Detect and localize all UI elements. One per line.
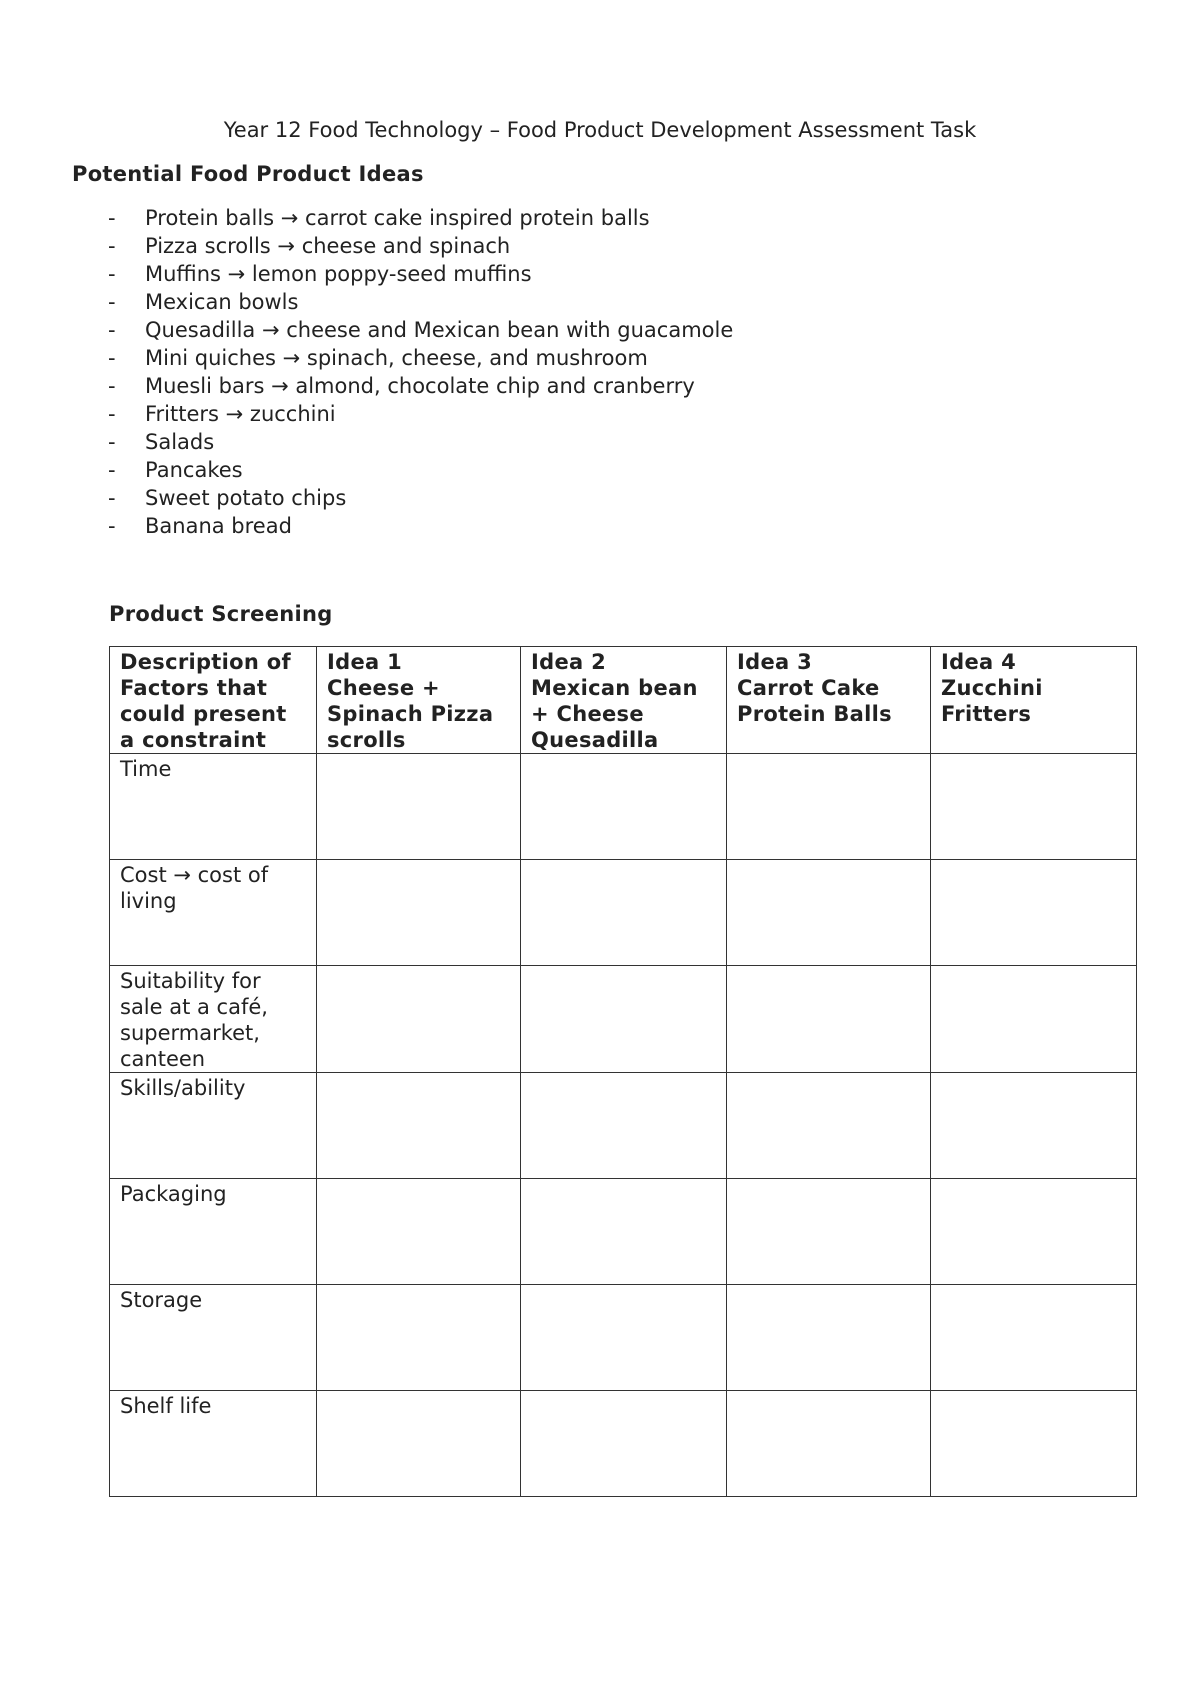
list-item-text: Sweet potato chips: [145, 486, 347, 510]
list-item-text: Mini quiches → spinach, cheese, and mushroom: [145, 346, 648, 370]
header-line: could present: [120, 702, 287, 726]
empty-cell: [727, 1391, 931, 1497]
list-item-text: Salads: [145, 430, 215, 454]
empty-cell: [931, 860, 1137, 966]
list-item-text: Pizza scrolls → cheese and spinach: [145, 234, 511, 258]
row-label-cell: Cost → cost of living: [110, 860, 317, 966]
list-item: [108, 344, 733, 372]
header-line: Idea 1: [327, 650, 402, 674]
empty-cell: [931, 754, 1137, 860]
header-line: Idea 4: [941, 650, 1016, 674]
list-item-text: Protein balls → carrot cake inspired protein balls: [145, 206, 650, 230]
header-cell-idea-1: [317, 647, 521, 754]
empty-cell: [727, 966, 931, 1073]
bullet-dash: -: [108, 206, 116, 230]
empty-cell: [931, 1285, 1137, 1391]
empty-cell: [931, 1073, 1137, 1179]
table-row: [110, 1391, 1137, 1497]
header-line: Cheese +: [327, 676, 440, 700]
empty-cell: [931, 1179, 1137, 1285]
empty-cell: [727, 754, 931, 860]
list-item: [108, 316, 733, 344]
row-label-cell: Skills/ability: [110, 1073, 317, 1179]
header-line: Idea 3: [737, 650, 812, 674]
list-item-text: Pancakes: [145, 458, 243, 482]
empty-cell: [521, 1179, 727, 1285]
list-item-text: Muesli bars → almond, chocolate chip and cranberry: [145, 374, 695, 398]
list-item-text: Fritters → zucchini: [145, 402, 336, 426]
header-line: Fritters: [941, 702, 1032, 726]
header-line: Zucchini: [941, 676, 1043, 700]
row-label-cell: Suitability for sale at a café, supermarket, canteen: [110, 966, 317, 1073]
screening-heading: Product Screening: [109, 602, 333, 626]
empty-cell: [521, 1285, 727, 1391]
empty-cell: [317, 1391, 521, 1497]
bullet-dash: -: [108, 374, 116, 398]
list-item: [108, 288, 733, 316]
empty-cell: [931, 966, 1137, 1073]
header-cell-idea-2: [521, 647, 727, 754]
header-line: + Cheese: [531, 702, 644, 726]
list-item: [108, 456, 733, 484]
empty-cell: [317, 1179, 521, 1285]
header-line: Quesadilla: [531, 728, 659, 752]
header-line: Factors that: [120, 676, 268, 700]
list-item-text: Muffins → lemon poppy-seed muffins: [145, 262, 532, 286]
empty-cell: [317, 1073, 521, 1179]
row-label-cell: Storage: [110, 1285, 317, 1391]
header-line: Mexican bean: [531, 676, 698, 700]
empty-cell: [317, 860, 521, 966]
row-label-cell: Packaging: [110, 1179, 317, 1285]
empty-cell: [521, 754, 727, 860]
header-line: Spinach Pizza: [327, 702, 494, 726]
list-item: [108, 428, 733, 456]
empty-cell: [727, 1073, 931, 1179]
empty-cell: [317, 754, 521, 860]
empty-cell: [727, 1285, 931, 1391]
empty-cell: [317, 966, 521, 1073]
empty-cell: [727, 1179, 931, 1285]
empty-cell: [727, 860, 931, 966]
header-cell-idea-4: [931, 647, 1137, 754]
list-item: [108, 400, 733, 428]
header-line: Carrot Cake: [737, 676, 880, 700]
screening-table: [109, 646, 1137, 1497]
table-row: [110, 1179, 1137, 1285]
bullet-dash: -: [108, 514, 116, 538]
bullet-dash: -: [108, 290, 116, 314]
list-item-text: Quesadilla → cheese and Mexican bean with guacamole: [145, 318, 734, 342]
header-line: Idea 2: [531, 650, 606, 674]
bullet-dash: -: [108, 430, 116, 454]
table-header-row: [110, 647, 1137, 754]
header-line: Description of: [120, 650, 291, 674]
empty-cell: [317, 1285, 521, 1391]
table-row: [110, 1285, 1137, 1391]
bullet-dash: -: [108, 458, 116, 482]
bullet-dash: -: [108, 402, 116, 426]
list-item-text: Banana bread: [145, 514, 292, 538]
list-item: [108, 484, 733, 512]
row-label-cell: Time: [110, 754, 317, 860]
header-line: Protein Balls: [737, 702, 892, 726]
list-item: [108, 204, 733, 232]
header-line: a constraint: [120, 728, 267, 752]
document-title: Year 12 Food Technology – Food Product Development Assessment Task: [223, 118, 977, 142]
table-row: [110, 1073, 1137, 1179]
bullet-dash: -: [108, 234, 116, 258]
table-row: [110, 966, 1137, 1073]
list-item: [108, 372, 733, 400]
header-cell-factors: [110, 647, 317, 754]
bullet-dash: -: [108, 346, 116, 370]
header-line: scrolls: [327, 728, 406, 752]
empty-cell: [521, 1073, 727, 1179]
empty-cell: [931, 1391, 1137, 1497]
empty-cell: [521, 966, 727, 1073]
list-item: [108, 512, 733, 540]
list-item-text: Mexican bowls: [145, 290, 299, 314]
table-row: [110, 754, 1137, 860]
header-cell-idea-3: [727, 647, 931, 754]
bullet-dash: -: [108, 486, 116, 510]
list-item: [108, 232, 733, 260]
ideas-heading: Potential Food Product Ideas: [72, 162, 424, 186]
empty-cell: [521, 860, 727, 966]
table-row: [110, 860, 1137, 966]
empty-cell: [521, 1391, 727, 1497]
bullet-dash: -: [108, 262, 116, 286]
idea-list: [108, 204, 733, 540]
bullet-dash: -: [108, 318, 116, 342]
list-item: [108, 260, 733, 288]
row-label-cell: Shelf life: [110, 1391, 317, 1497]
